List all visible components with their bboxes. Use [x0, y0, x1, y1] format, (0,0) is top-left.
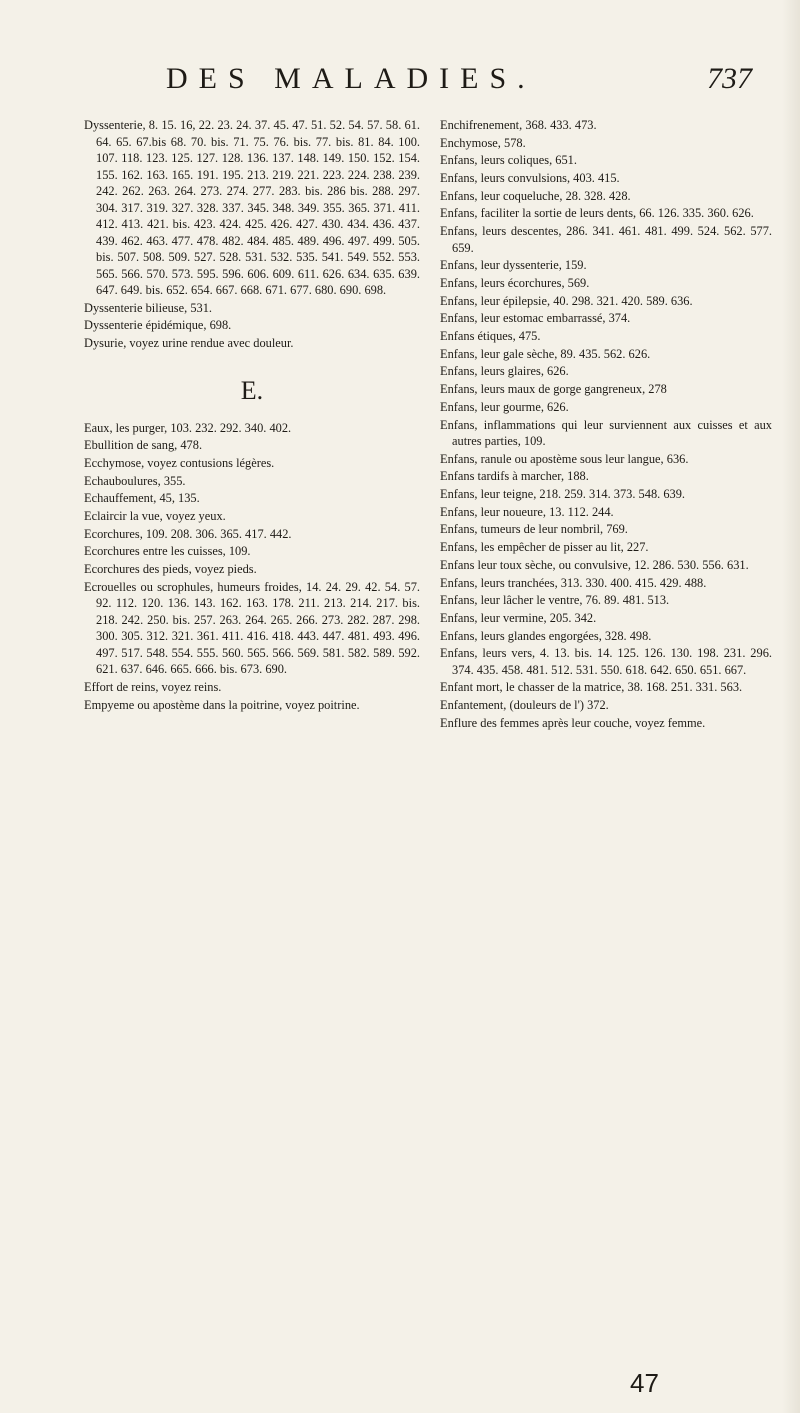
index-entry: Enfans, leurs glandes engorgées, 328. 498. [440, 628, 652, 643]
running-head: DES MALADIES. [166, 62, 536, 95]
index-entry: Enfans, leur estomac embarrassé, 374. [440, 311, 631, 326]
index-entry: Eaux, les purger, 103. 232. 292. 340. 402. [84, 420, 292, 435]
index-entry: Enfans, leur coqueluche, 28. 328. 428. [440, 188, 631, 203]
index-entry: Enfans, faciliter la sortie de leurs dents, 66. 126. 335. 360. 626. [440, 206, 754, 221]
index-column-right [440, 117, 772, 733]
page-edge [782, 0, 800, 1413]
index-entry: Enfant mort, le chasser de la matrice, 38. 168. 251. 331. 563. [440, 680, 743, 695]
index-entry: Enfans, leurs convulsions, 403. 415. [440, 171, 620, 186]
index-entry: Ecorchures, 109. 208. 306. 365. 417. 442. [84, 526, 292, 541]
index-entry: Enfans, leurs descentes, 286. 341. 461. 481. 499. 524. 562. 577. 659. [440, 224, 772, 255]
index-entry: Echauffement, 45, 135. [84, 491, 200, 506]
index-entry: Enfans, inflammations qui leur surviennent aux cuisses et aux autres parties, 109. [440, 417, 772, 448]
index-entry: Enfans, leur gale sèche, 89. 435. 562. 626. [440, 346, 651, 361]
index-entry: Enfans, leur teigne, 218. 259. 314. 373. 548. 639. [440, 487, 686, 502]
page-number: 737 [707, 62, 752, 95]
index-entry: Enfans, leurs vers, 4. 13. bis. 14. 125. 126. 130. 198. 231. 296. 374. 435. 458. 481. 512. 531. 550. 618. 642. 650. 651. 667. [440, 646, 772, 677]
index-entry: Enfans, leurs glaires, 626. [440, 364, 569, 379]
index-entry: Enfans leur toux sèche, ou convulsive, 12. 286. 530. 556. 631. [440, 557, 749, 572]
index-entry: Enfans, les empêcher de pisser au lit, 227. [440, 540, 649, 555]
index-entry: Enfans, leur épilepsie, 40. 298. 321. 420. 589. 636. [440, 293, 693, 308]
index-entry: Enchymose, 578. [440, 135, 526, 150]
section-letter: E. [240, 375, 264, 405]
index-entry: Enfans, leur vermine, 205. 342. [440, 610, 597, 625]
index-entry: Enchifrenement, 368. 433. 473. [440, 118, 597, 132]
index-entry: Dyssenterie bilieuse, 531. [84, 300, 213, 315]
index-entry: Enfans, leur lâcher le ventre, 76. 89. 481. 513. [440, 593, 670, 608]
signature-mark: 47 [630, 1368, 659, 1398]
index-entry: Ecorchures entre les cuisses, 109. [84, 544, 251, 559]
index-entry: Enfans, leur dyssenterie, 159. [440, 258, 587, 273]
index-entry: Echauboulures, 355. [84, 473, 186, 488]
index-entry: Enfantement, (douleurs de l') 372. [440, 698, 609, 713]
index-entry: Eclaircir la vue, voyez yeux. [84, 509, 226, 523]
index-entry: Ebullition de sang, 478. [84, 438, 203, 453]
index-entry: Dyssenterie épidémique, 698. [84, 318, 232, 333]
index-entry: Empyeme ou apostème dans la poitrine, voyez poitrine. [84, 697, 360, 712]
index-entry: Dysurie, voyez urine rendue avec douleur. [84, 336, 294, 351]
index-entry: Enfans, leur noueure, 13. 112. 244. [440, 504, 614, 519]
index-entry: Ecrouelles ou scrophules, humeurs froides, 14. 24. 29. 42. 54. 57. 92. 112. 120. 136. 143. 162. 163. 178. 211. 213. 214. 217. bis. 218. 242. 250. bis. 257. 263. 264. 265. 266. 273. 282. 287. 298. 300. 305. 312. 321. 361. 411. 416. 418. 443. 447. 481. 493. 496. 497. 517. 548. 554. 555. 560. 565. 566. 569. 581. 582. 589. 592. 621. 637. 646. 665. 666. bis. 673. 690. [84, 579, 420, 677]
index-column-left [84, 117, 420, 714]
index-entry: Enfans, leurs tranchées, 313. 330. 400. 415. 429. 488. [440, 575, 707, 590]
index-entry: Enfans étiques, 475. [440, 329, 541, 344]
index-entry: Effort de reins, voyez reins. [84, 679, 222, 694]
index-entry: Enfans, ranule ou apostème sous leur langue, 636. [440, 451, 689, 466]
index-entry: Enfans tardifs à marcher, 188. [440, 469, 589, 484]
index-entry: Enfans, tumeurs de leur nombril, 769. [440, 522, 628, 537]
index-entry: Ecchymose, voyez contusions légères. [84, 455, 275, 470]
index-entry: Dyssenterie, 8. 15. 16, 22. 23. 24. 37. 45. 47. 51. 52. 54. 57. 58. 61. 64. 65. 67.bis 68. 70. bis. 71. 75. 76. bis. 77. bis. 81. 84. 100. 107. 118. 123. 125. 127. 128. 136. 137. 148. 149. 150. 152. 154. 155. 162. 163. 165. 191. 195. 213. 219. 221. 223. 224. 238. 239. 242. 262. 263. 264. 273. 274. 277. 283. bis. 286 bis. 288. 297. 304. 317. 319. 327. 328. 337. 345. 348. 349. 355. 365. 371. 411. 412. 413. 421. bis. 423. 424. 425. 426. 427. 430. 434. 436. 437. 439. 462. 463. 477. 478. 482. 484. 485. 489. 496. 497. 499. 505. bis. 507. 508. 509. 527. 528. 531. 532. 535. 541. 549. 552. 553. 565. 566. 570. 573. 595. 596. 606. 609. 611. 626. 634. 635. 639. 647. 649. bis. 652. 654. 667. 668. 671. 677. 680. 690. 698. [84, 118, 420, 297]
index-entry: Enflure des femmes après leur couche, voyez femme. [440, 715, 706, 730]
page-header [70, 62, 770, 102]
index-entry: Enfans, leur gourme, 626. [440, 399, 569, 414]
index-entry: Enfans, leurs écorchures, 569. [440, 276, 590, 290]
index-entry: Ecorchures des pieds, voyez pieds. [84, 562, 257, 577]
index-entry: Enfans, leurs maux de gorge gangreneux, 278 [440, 382, 667, 397]
index-entry: Enfans, leurs coliques, 651. [440, 153, 577, 168]
